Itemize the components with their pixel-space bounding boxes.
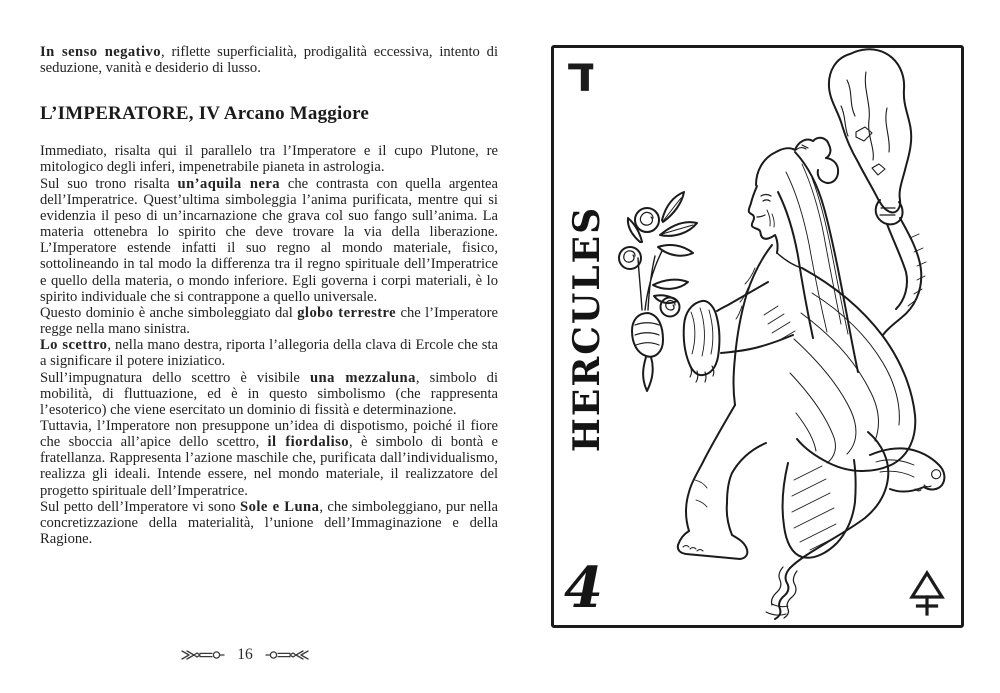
paragraph [40,305,498,337]
bold-phrase: una mezzaluna [309,369,416,386]
footer-ornament-right-icon [264,649,310,661]
paragraph [40,370,498,418]
text-run: che contrasta con quella argentea dell’Imperatrice. Quest’ultima simboleggia l’anima purificata, mentre qui si evidenzia il peso di un’incarnazione che grava col suo fango sull’anima. La materia ottenebra lo spirito che deve trovare la via della liberazione. L’Imperatore estende infatti il suo regno al mondo materiale, fisico, sottolineando in tal modo la differenza tra il regno spirituale dell’Imperatrice e quello della materia, o mondo inferiore. Egli governa i corpi materiali, è lo spirito individuale che si contrappone a quello universale. [40,175,498,305]
bold-phrase: globo terrestre [297,304,397,321]
paragraph [40,143,498,175]
paragraph [40,499,498,547]
card-title: HERCULES [566,205,608,453]
page-footer [40,646,450,664]
text-run: , è simbolo di bontà e fratellanza. Rappresenta l’azione maschile che, purificata dall’individualismo, realizza gli ideali. Intende essere, nel mondo materiale, il realizzatore del progetto spirituale dell’Imperatrice. [40,434,498,499]
paragraph [40,337,498,369]
bold-phrase: Sole e Luna [240,498,320,515]
text-run: , nella mano destra, riporta l’allegoria della clava di Ercole che sta a significare il potere iniziatico. [40,337,499,370]
text-run: , simbolo di mobilità, di fluttuazione, ed è in questo simbolismo (che rappresenta l’esoterico) che viene esercitato un dominio di fissità e determinazione. [40,369,498,418]
text-run: , che simboleggiano, pur nella concretizzazione della materialità, l’unione dell’Immaginazione e della Ragione. [40,498,499,548]
text-run: Sul petto dell’Imperatore vi sono [40,498,241,515]
text-column [40,44,498,547]
bold-phrase: In senso negativo [40,44,161,60]
bold-phrase: un’aquila nera [177,175,281,192]
bold-phrase: il fiordaliso [267,434,350,451]
text-run: Sul suo trono risalta [40,175,178,192]
text-run: che l’Imperatore regge nella mano sinistra. [40,304,499,338]
bold-phrase: Lo scettro [40,337,108,354]
text-run: Sull’impugnatura dello scettro è visibile [40,369,310,386]
tarot-card [551,45,964,628]
chapter-heading: L’IMPERATORE, IV Arcano Maggiore [40,103,370,125]
text-run: , riflette superficialità, prodigalità eccessiva, intento di seduzione, vanità e desiderio di lusso. [40,44,499,77]
paragraph [40,44,498,76]
page-number: 16 [237,646,253,663]
text-run: Tuttavia, l’Imperatore non presuppone un’idea di dispotismo, poiché il fiore che sboccia all’apice dello scettro, [40,417,498,451]
paragraph [40,176,498,305]
intro-paragraph [40,44,498,76]
sulfur-alchemical-icon [908,569,946,617]
body-paragraphs [40,143,498,547]
text-run: Questo dominio è anche simboleggiato dal [40,304,298,321]
footer-ornament-left-icon [180,649,226,661]
paragraph [40,418,498,499]
text-run: Immediato, risalta qui il parallelo tra l’Imperatore e il cupo Plutone, re mitologico degli inferi, impenetrabile pianeta in astrologia. [40,143,498,176]
card-number: 4 [564,555,603,621]
hebrew-letter-daleth: ד [566,45,596,103]
